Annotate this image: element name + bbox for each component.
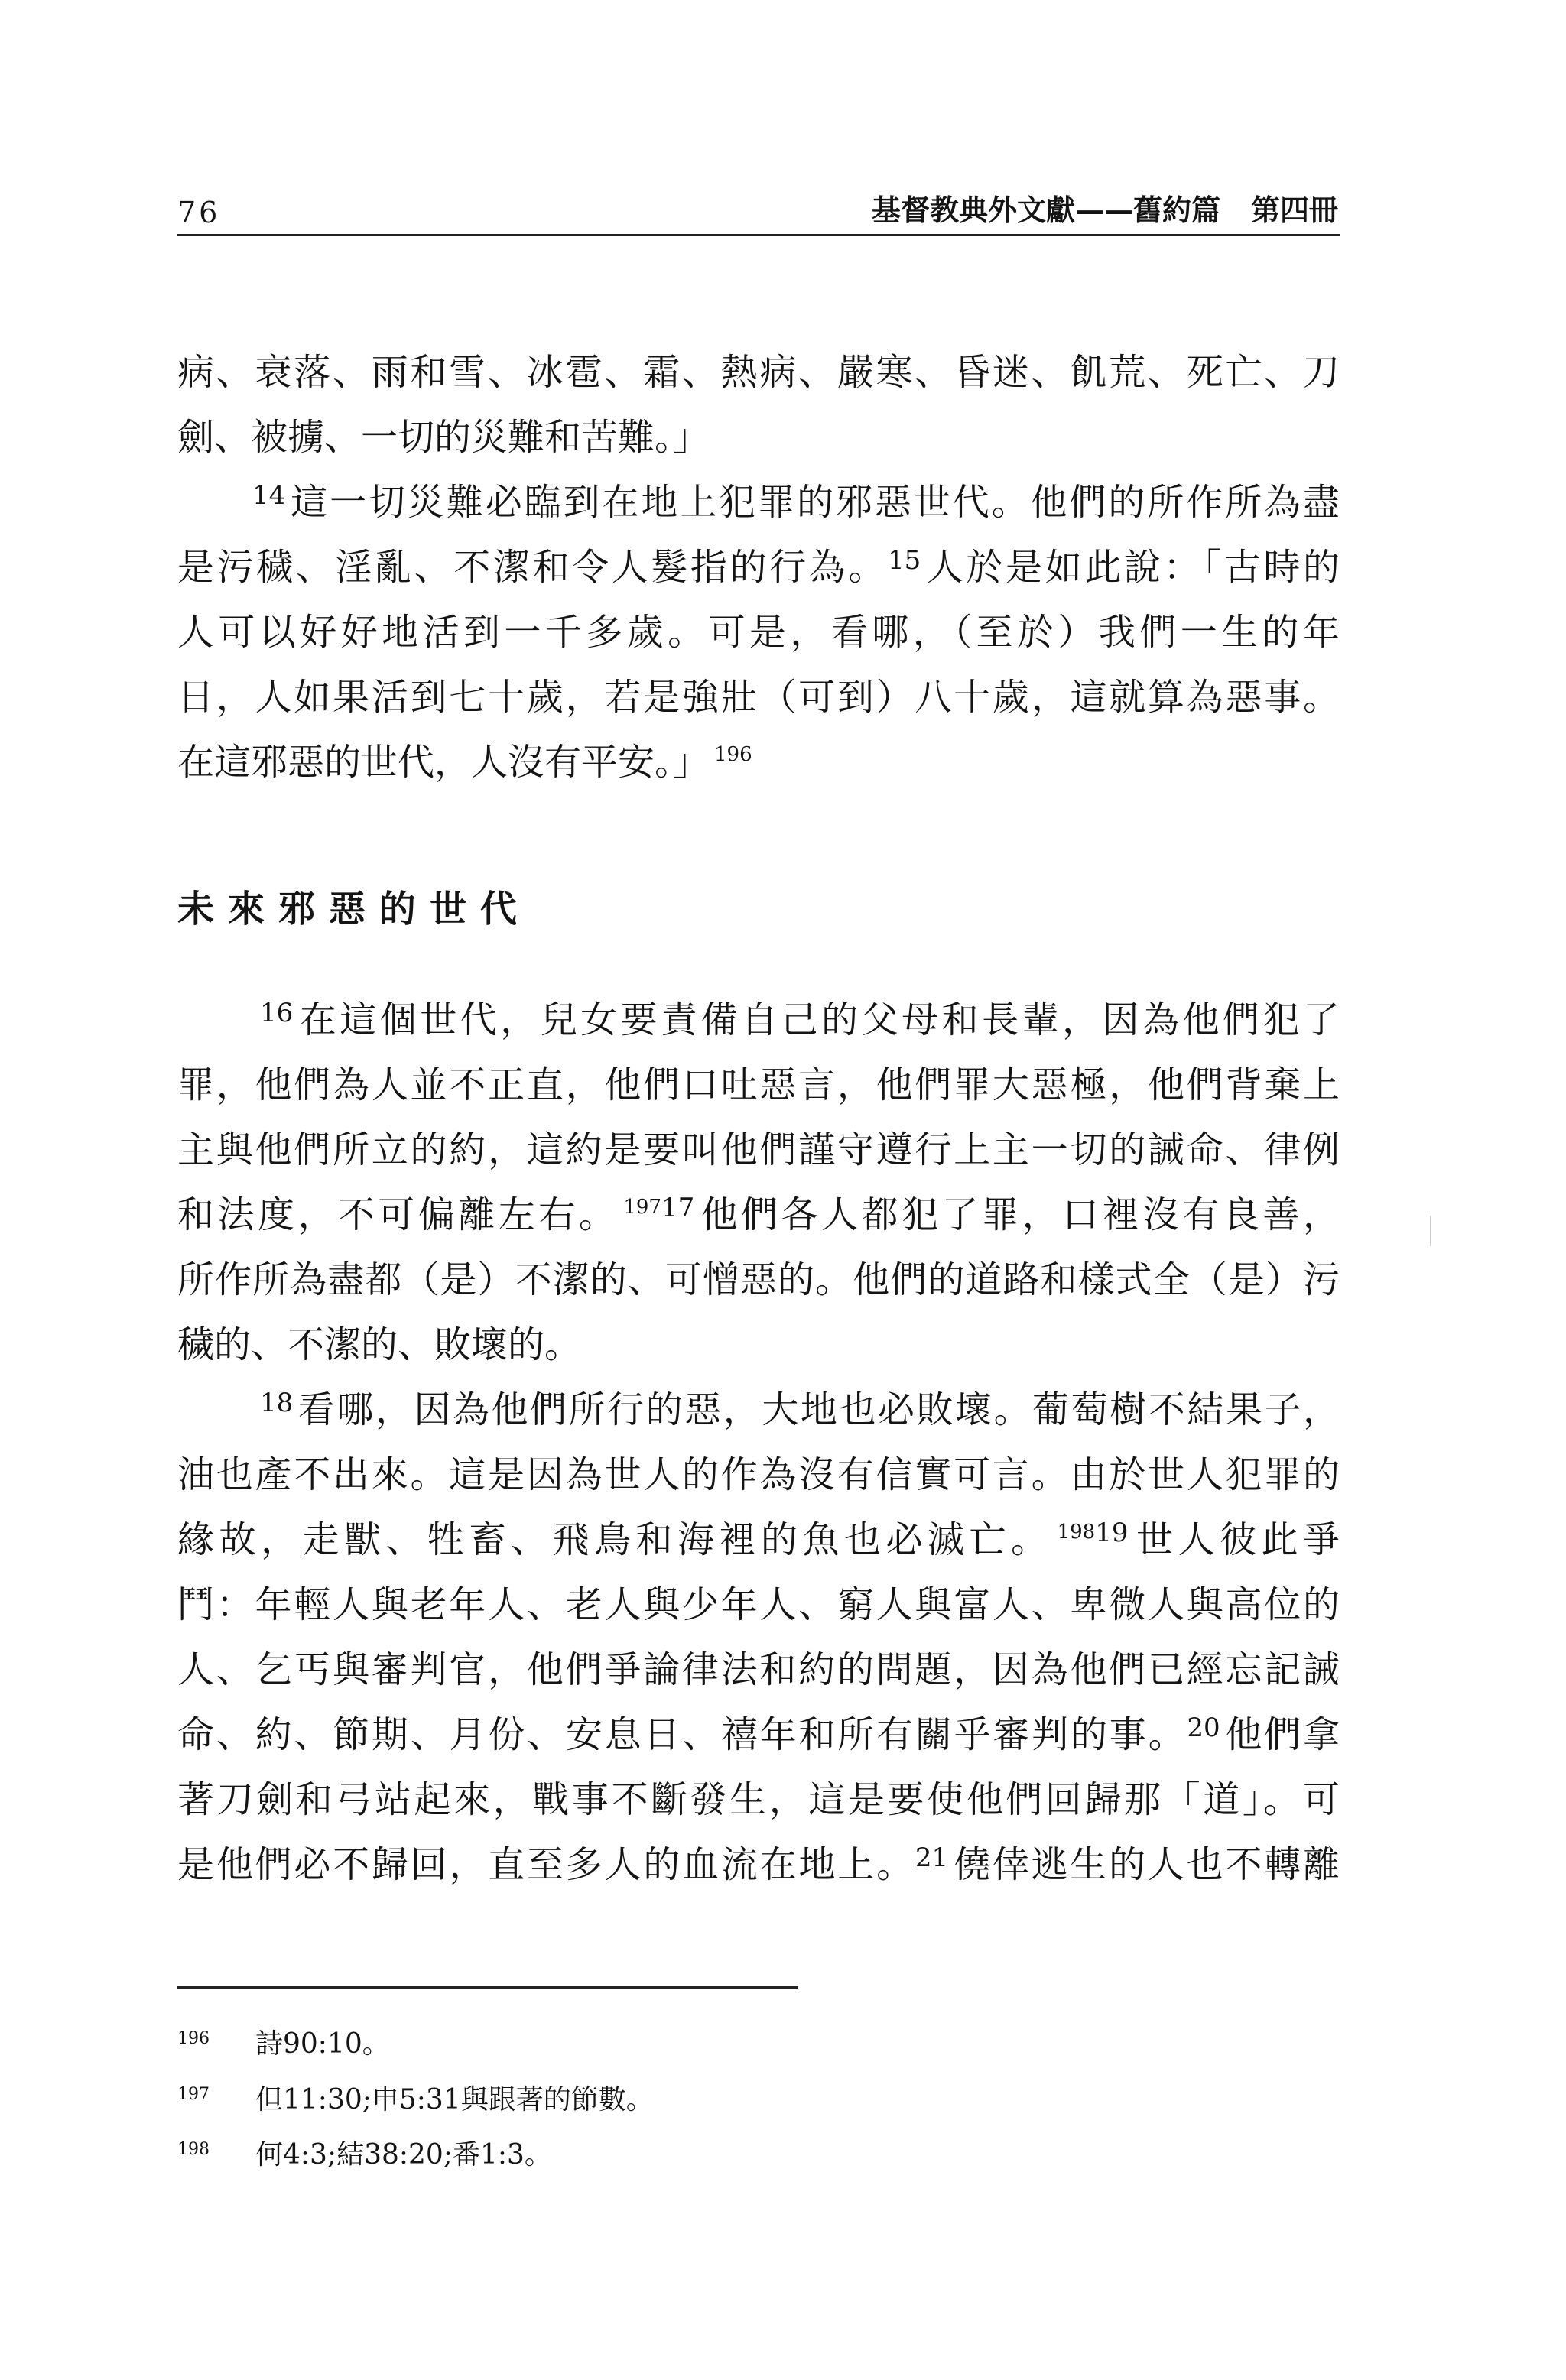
- footnote-ref: 197: [623, 1196, 661, 1219]
- footnote: 197 但11:30;申5:31與跟著的節數。: [177, 2083, 654, 2121]
- header-rule: [177, 234, 1340, 236]
- footnote-ref: 196: [714, 743, 752, 766]
- body-line: 病、衰落、雨和雪、冰雹、霜、熱病、嚴寒、昏迷、飢荒、死亡、刀: [177, 351, 1340, 394]
- body-line: 命、約、節期、月份、安息日、禧年和所有關乎審判的事。$^{20}$他們拿: [177, 1713, 1340, 1756]
- body-line: $^{18}$看哪，因為他們所行的惡，大地也必敗壞。葡萄樹不結果子，: [260, 1388, 1340, 1431]
- footnote-number: 197: [177, 2085, 210, 2104]
- body-line: 油也產不出來。這是因為世人的作為沒有信實可言。由於世人犯罪的: [177, 1453, 1340, 1496]
- footnote-number: 196: [177, 2029, 210, 2048]
- body-line: 劍、被擄、一切的災難和苦難。」: [177, 416, 710, 459]
- body-line: 鬥：年輕人與老年人、老人與少年人、窮人與富人、卑微人與高位的: [177, 1583, 1340, 1626]
- footnote: 196 詩90:10。: [177, 2028, 390, 2065]
- verse-number: 14: [252, 481, 286, 511]
- section-heading: 未來邪惡的世代: [177, 888, 531, 930]
- book-title: 基督教典外文獻——舊約篇: [871, 193, 1220, 227]
- verse-number: 17: [661, 1193, 695, 1223]
- footnote-number: 198: [177, 2140, 210, 2159]
- body-line: 緣故，走獸、牲畜、飛鳥和海裡的魚也必滅亡。 $^{19819}$世人彼此爭: [177, 1518, 1340, 1561]
- body-line: 日，人如果活到七十歲，若是強壯（可到）八十歲，這就算為惡事。: [177, 676, 1340, 719]
- verse-number: 15: [888, 546, 921, 576]
- body-line: 是他們必不歸回，直至多人的血流在地上。$^{21}$僥倖逃生的人也不轉離: [177, 1843, 1340, 1886]
- body-line: $^{14}$這一切災難必臨到在地上犯罪的邪惡世代。他們的所作所為盡: [252, 481, 1340, 524]
- verse-number: 21: [915, 1843, 949, 1873]
- running-header: [872, 187, 1338, 229]
- body-line: 主與他們所立的約，這約是要叫他們謹守遵行上主一切的誡命、律例: [177, 1128, 1340, 1171]
- body-line: 人可以好好地活到一千多歲。可是，看哪，（至於）我們一生的年: [177, 611, 1340, 654]
- body-line: $^{16}$在這個世代，兒女要責備自己的父母和長輩，因為他們犯了: [260, 998, 1340, 1041]
- body-line: 罪，他們為人並不正直，他們口吐惡言，他們罪大惡極，他們背棄上: [177, 1063, 1340, 1106]
- verse-number: 18: [260, 1388, 294, 1418]
- body-line: 是污穢、淫亂、不潔和令人髮指的行為。$^{15}$人於是如此說：「古時的: [177, 546, 1340, 589]
- body-line: 穢的、不潔的、敗壞的。: [177, 1323, 582, 1366]
- scan-margin-mark: [1430, 1216, 1431, 1246]
- body-line: 人、乞丐與審判官，他們爭論律法和約的問題，因為他們已經忘記誡: [177, 1648, 1340, 1691]
- body-line: 著刀劍和弓站起來，戰事不斷發生，這是要使他們回歸那「道」。可: [177, 1778, 1340, 1821]
- body-line: 所作所為盡都（是）不潔的、可憎惡的。他們的道路和樣式全（是）污: [177, 1258, 1340, 1301]
- volume-label: 第四冊: [1250, 193, 1338, 227]
- verse-number: 20: [1187, 1713, 1220, 1743]
- footnote-ref: 198: [1057, 1521, 1096, 1544]
- body-line: 和法度，不可偏離左右。 $^{19717}$他們各人都犯了罪，口裡沒有良善，: [177, 1193, 1340, 1236]
- verse-number: 19: [1095, 1518, 1129, 1548]
- verse-number: 16: [260, 998, 294, 1028]
- footnote-rule: [177, 1986, 798, 1989]
- page-number: 76: [177, 196, 221, 229]
- body-line: 在這邪惡的世代，人沒有平安。」 $^{196}$: [177, 741, 752, 784]
- footnote: 198 何4:3;結38:20;番1:3。: [177, 2138, 552, 2176]
